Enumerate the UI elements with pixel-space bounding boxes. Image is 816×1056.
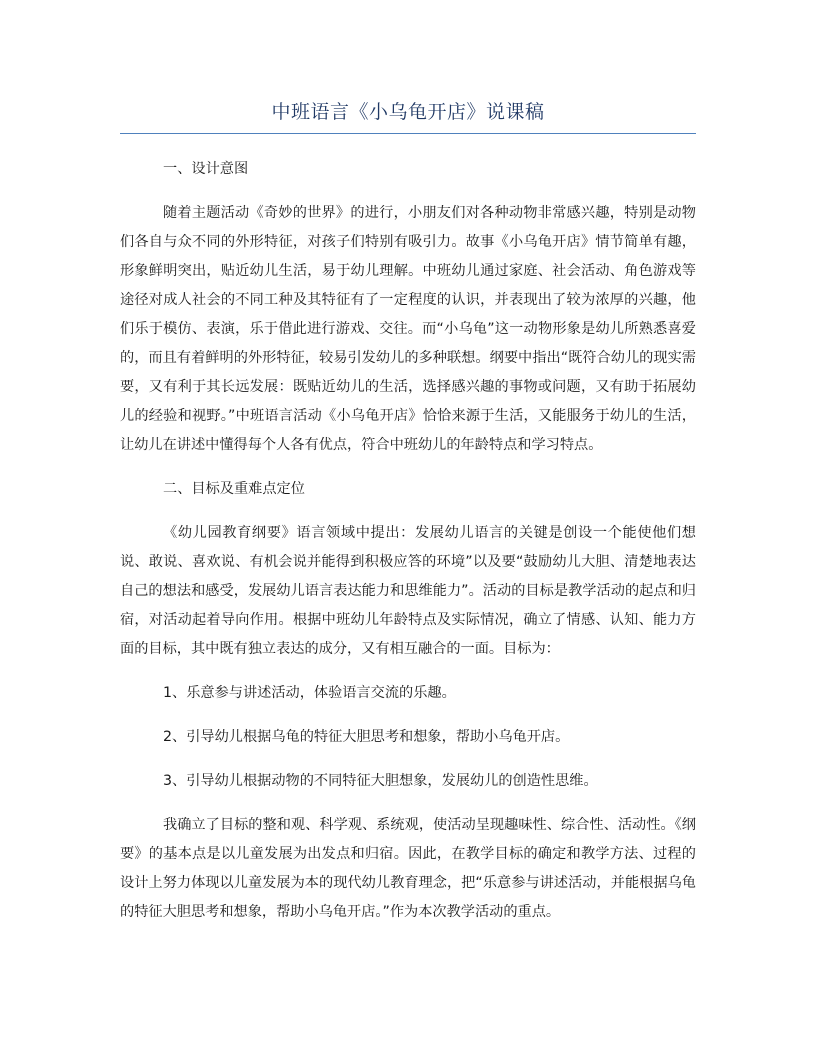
paragraph-design-intent: 随着主题活动《奇妙的世界》的进行，小朋友们对各种动物非常感兴趣，特别是动物们各自与众不同的外形特征，对孩子们特别有吸引力。故事《小乌龟开店》情节简单有趣，形象鲜明突出，贴近幼儿生活，易于幼儿理解。中班幼儿通过家庭、社会活动、角色游戏等途径对成人社会的不同工种及其特征有了一定程度的认识，并表现出了较为浓厚的兴趣，他们乐于模仿、表演，乐于借此进行游戏、交往。而“小乌龟”这一动物形象是幼儿所熟悉喜爱的，而且有着鲜明的外形特征，较易引发幼儿的多种联想。纲要中指出“既符合幼儿的现实需要，又有利于其长远发展：既贴近幼儿的生活，选择感兴趣的事物或问题，又有助于拓展幼儿的经验和视野。”中班语言活动《小乌龟开店》恰恰来源于生活，又能服务于幼儿的生活，让幼儿在讲述中懂得每个人各有优点，符合中班幼儿的年龄特点和学习特点。 [120,205,696,453]
section-heading-design-intent: 一、设计意图 [163,161,249,177]
goal-item-1: 1、乐意参与讲述活动，体验语言交流的乐趣。 [163,685,456,701]
goal-item-3: 3、引导幼儿根据动物的不同特征大胆想象，发展幼儿的创造性思维。 [163,773,598,789]
section-heading-goals: 二、目标及重难点定位 [163,481,305,497]
paragraph-goals-closing: 我确立了目标的整和观、科学观、系统观，使活动呈现趣味性、综合性、活动性。《纲要》的基本点是以儿童发展为出发点和归宿。因此，在教学目标的确定和教学方法、过程的设计上努力体现以儿童发展为本的现代幼儿教育理念，把“乐意参与讲述活动，并能根据乌龟的特征大胆思考和想象，帮助小乌龟开店。”作为本次教学活动的重点。 [120,817,696,920]
document-title: 中班语言《小乌龟开店》说课稿 [271,101,545,123]
document-body [120,155,696,942]
goal-item-2: 2、引导幼儿根据乌龟的特征大胆思考和想象，帮助小乌龟开店。 [163,729,570,745]
title-underline [120,133,696,134]
paragraph-goals-intro: 《幼儿园教育纲要》语言领域中提出：发展幼儿语言的关键是创设一个能使他们想说、敢说、喜欢说、有机会说并能得到积极应答的环境”以及要“鼓励幼儿大胆、清楚地表达自己的想法和感受，发展幼儿语言表达能力和思维能力”。活动的目标是教学活动的起点和归宿，对活动起着导向作用。根据中班幼儿年龄特点及实际情况，确立了情感、认知、能力方面的目标，其中既有独立表达的成分，又有相互融合的一面。目标为： [120,525,696,657]
